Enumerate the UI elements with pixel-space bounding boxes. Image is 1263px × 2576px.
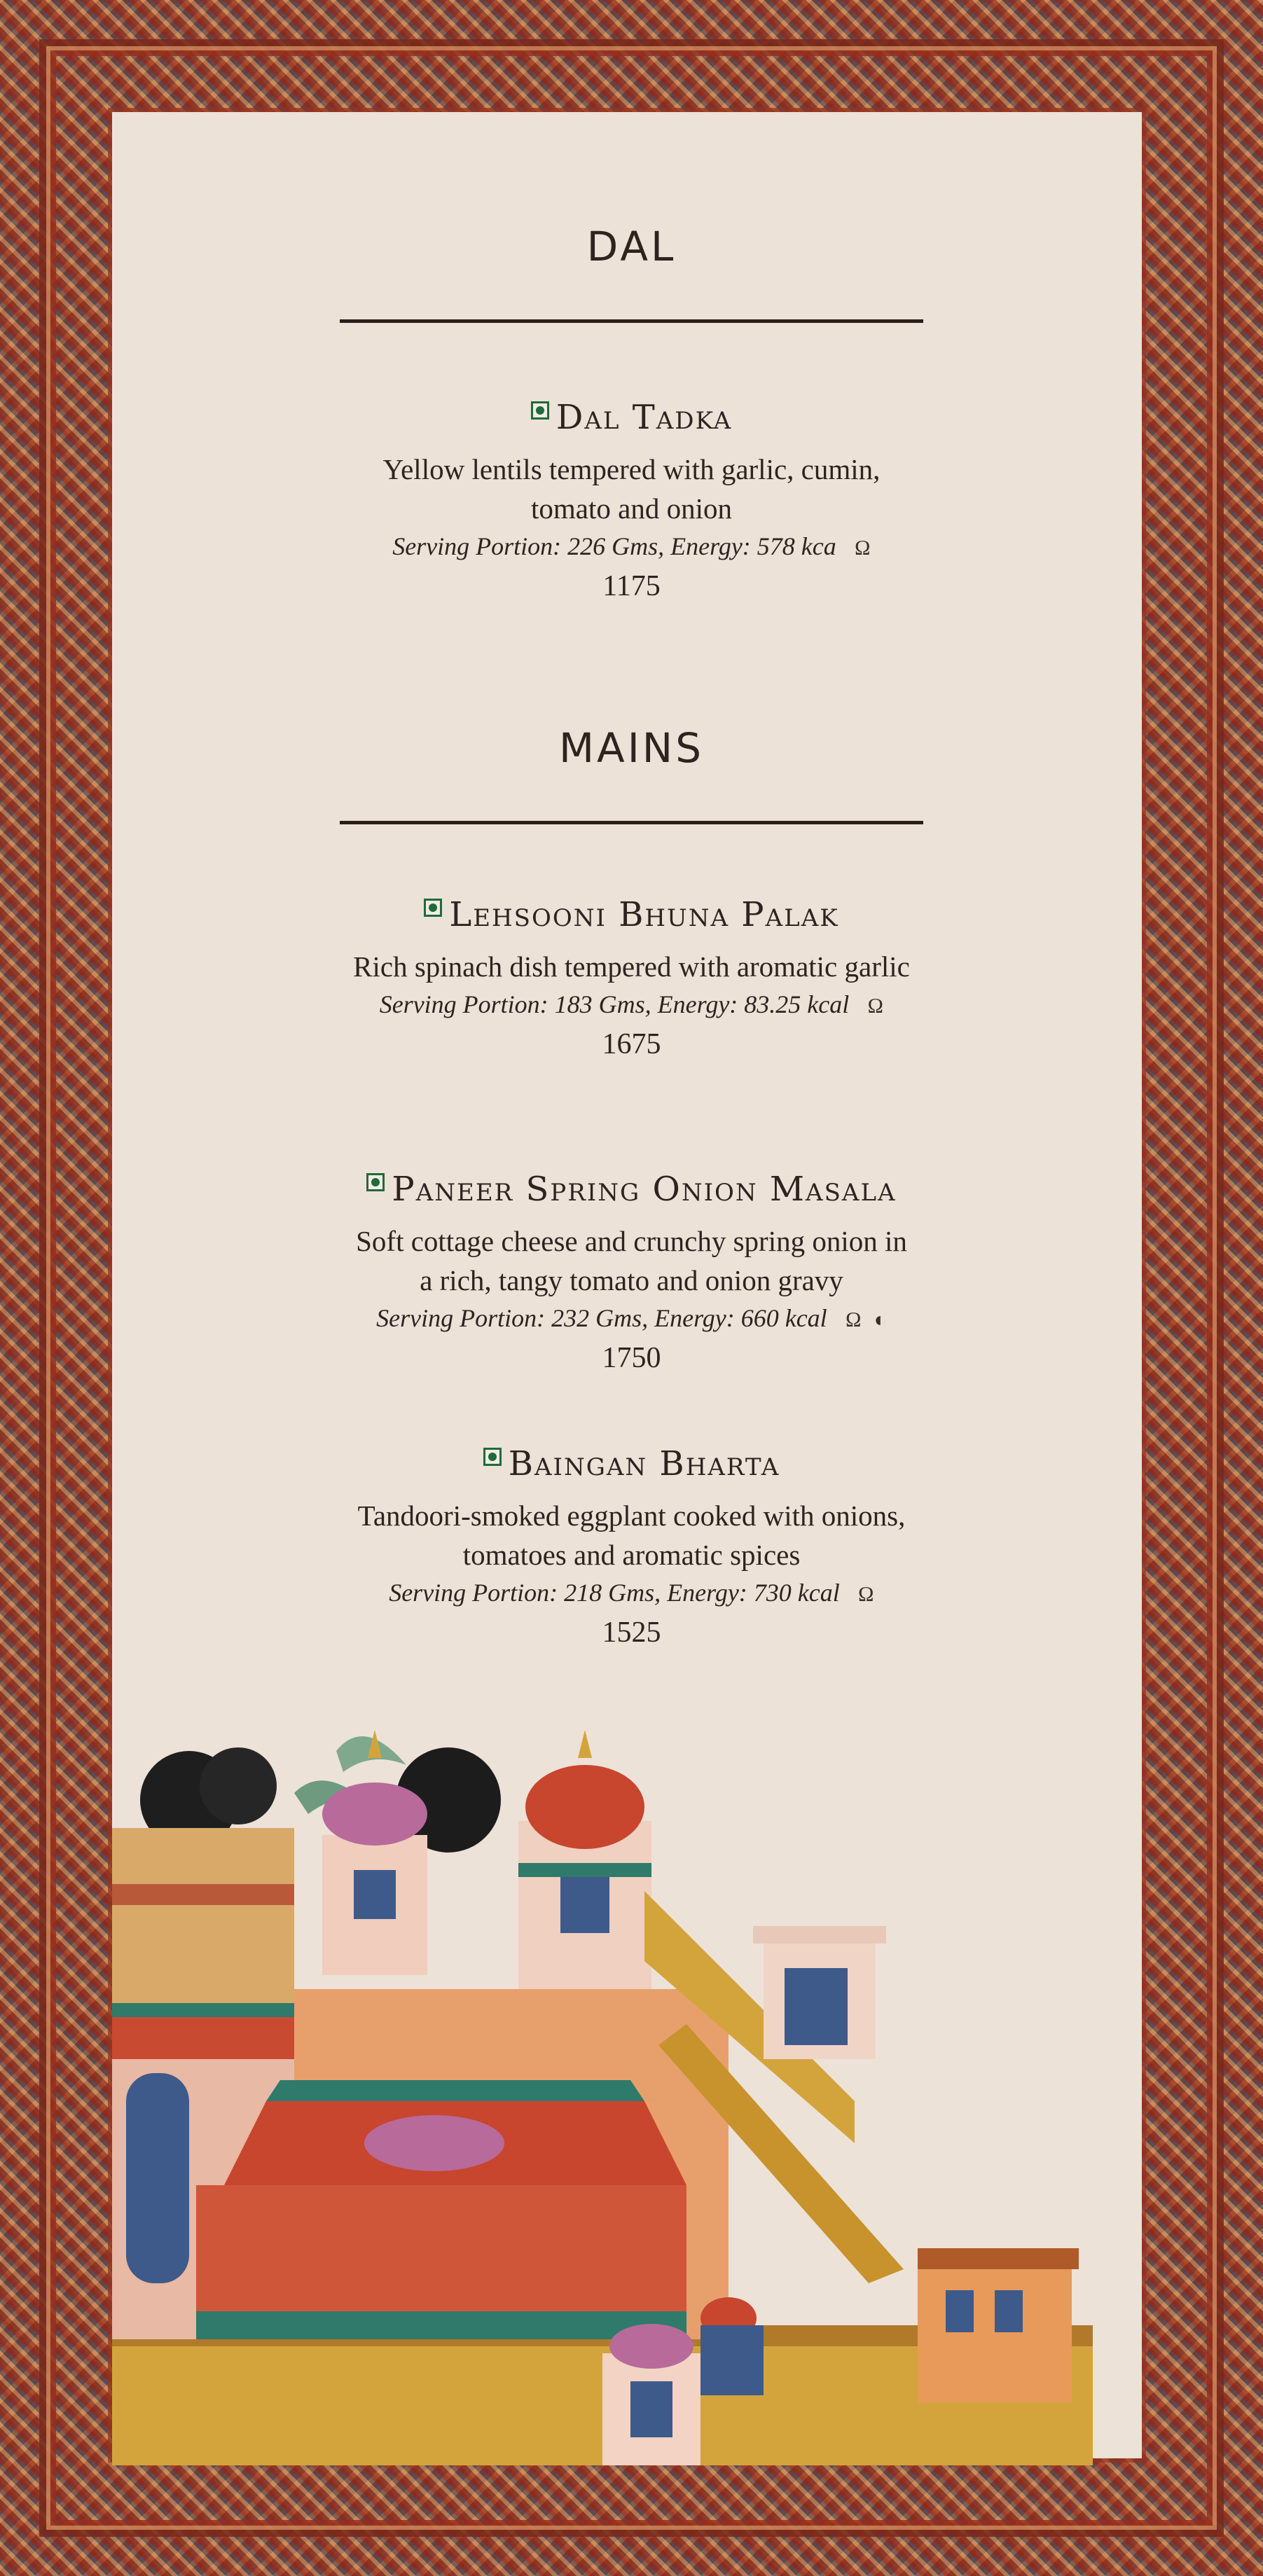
item-name: Baingan Bharta <box>508 1444 780 1483</box>
serving-text: Serving Portion: 218 Gms, Energy: 730 kcal <box>389 1579 840 1607</box>
veg-icon <box>483 1448 502 1466</box>
veg-icon <box>424 899 442 917</box>
veg-icon <box>531 401 549 420</box>
dairy-icon: ◐ <box>874 1308 887 1331</box>
serving-text: Serving Portion: 232 Gms, Energy: 660 kcal <box>376 1304 827 1332</box>
serving-info <box>0 986 1263 1025</box>
item-title <box>531 398 732 437</box>
item-description <box>0 1496 1263 1574</box>
item-price: 1675 <box>602 1028 661 1060</box>
item-title <box>424 895 838 934</box>
veg-icon <box>366 1173 385 1191</box>
item-description <box>0 450 1263 528</box>
description-line: Rich spinach dish tempered with aromatic garlic <box>353 950 910 983</box>
item-title <box>483 1444 780 1483</box>
section-divider <box>340 821 923 824</box>
item-name: Lehsooni Bhuna Palak <box>449 895 839 934</box>
allergen-icon: Ω <box>845 1308 862 1331</box>
allergen-icon: Ω <box>857 1583 874 1606</box>
item-title <box>366 1170 896 1209</box>
item-price: 1525 <box>602 1616 661 1649</box>
description-line: a rich, tangy tomato and onion gravy <box>420 1264 843 1296</box>
menu-item-paneer-spring-onion-masala <box>0 1170 1263 1378</box>
description-line: tomatoes and aromatic spices <box>462 1539 801 1571</box>
serving-text: Serving Portion: 226 Gms, Energy: 578 kca <box>392 532 836 560</box>
item-description <box>0 1221 1263 1300</box>
allergen-icon: Ω <box>867 995 884 1018</box>
section-divider <box>340 319 923 323</box>
description-line: Yellow lentils tempered with garlic, cumin, <box>382 453 881 485</box>
item-name: Paneer Spring Onion Masala <box>392 1170 897 1209</box>
item-price: 1175 <box>602 570 661 602</box>
serving-info <box>0 1300 1263 1338</box>
item-price: 1750 <box>602 1342 661 1374</box>
description-line: tomato and onion <box>531 492 732 525</box>
description-line: Tandoori-smoked eggplant cooked with onions, <box>357 1500 906 1532</box>
section-title-mains: MAINS <box>558 724 705 772</box>
palace-illustration <box>112 1709 1149 2465</box>
serving-info <box>0 528 1263 567</box>
description-line: Soft cottage cheese and crunchy spring onion in <box>356 1225 907 1257</box>
menu-item-baingan-bharta <box>0 1444 1263 1652</box>
item-name: Dal Tadka <box>555 398 733 437</box>
section-title-dal: DAL <box>586 223 677 270</box>
serving-text: Serving Portion: 183 Gms, Energy: 83.25 kcal <box>379 990 850 1018</box>
item-description <box>0 947 1263 986</box>
serving-info <box>0 1574 1263 1613</box>
menu-item-lehsooni-bhuna-palak <box>0 895 1263 1064</box>
menu-item-dal-tadka <box>0 398 1263 606</box>
allergen-icon: Ω <box>854 536 871 560</box>
